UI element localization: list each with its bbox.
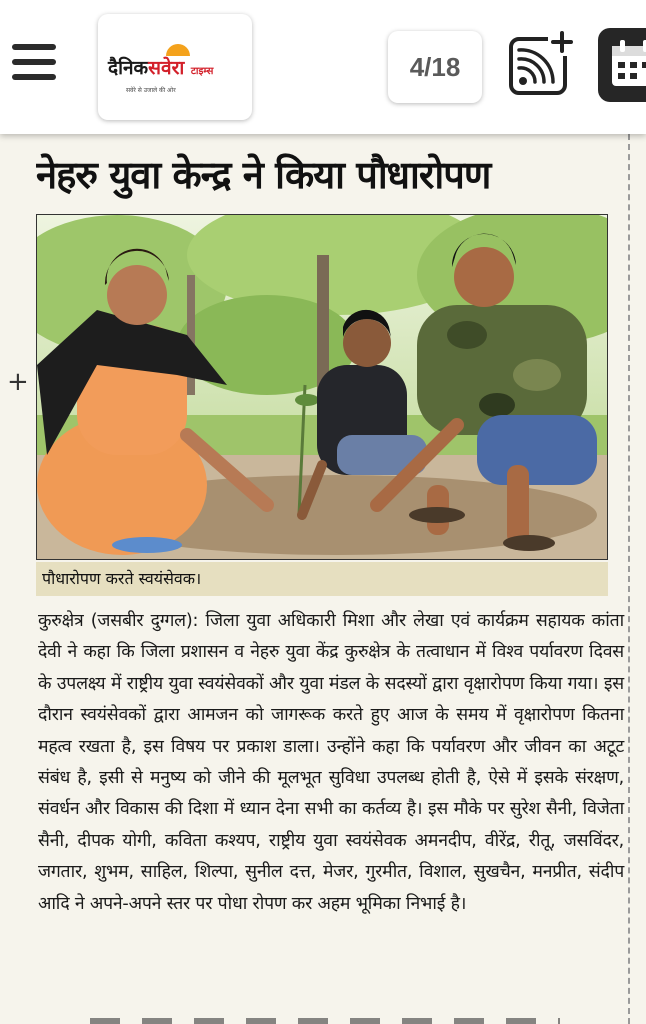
article-body: कुरुक्षेत्र (जसबीर दुग्गल): जिला युवा अधिकारी मिशा और लेखा एवं कार्यक्रम सहायक कांता देवी ने कहा कि जिला प्रशासन व नेहरु युवा केंद्र कुरुक्षेत्र के तत्वाधान में विश्व पर्यावरण दिवस के उपलक्ष्य में राष्ट्रीय युवा स्वयंसेवकों और युवा मंडल के सदस्यों द्वारा वृक्षारोपण किया गया। इस दौरान स्वयंसेवकों द्वारा आमजन को जागरूक करते हुए आज के समय में वृक्षारोपण कितना महत्व रखता है, इस विषय पर प्रकाश डाला। उन्होंने कहा कि पर्यावरण और जीवन का अटूट संबंध है, इसी से मनुष्य को जीने की मूलभूत सुविधा उपलब्ध होती है, ऐसे में इसके संरक्षण, संवर्धन और विकास की दिशा में ध्यान देना सभी का कर्तव्य है। इस मौके पर सुरेश सैनी, विजेता सैनी, दीपक योगी, कविता कश्यप, राष्ट्रीय युवा स्वयंसेवक अमनदीप, वीरेंद्र, रीतू, जसविंदर, जगतार, शुभम, साहिल, शिल्पा, सुनील दत्त, मेजर, गुरमीत, विशाल, सुखचैन, मनप्रीत, संदीप आदि ने अपने-अपने स्तर पर पोधा रोपण कर अहम भूमिका निभाई है। xyxy=(38,611,624,914)
page-indicator[interactable]: 4/18 xyxy=(388,31,482,103)
crop-mark-icon: + xyxy=(7,367,29,397)
logo-word-times: टाइम्स xyxy=(190,66,214,77)
photo-caption: पौधारोपण करते स्वयंसेवक। xyxy=(36,562,608,596)
next-article-headline-fragment xyxy=(90,1018,560,1024)
logo-tagline: सवेरे से उजाले की ओर xyxy=(126,87,176,94)
newspaper-clipping xyxy=(0,134,646,1024)
calendar-icon[interactable] xyxy=(598,28,646,102)
rss-feed-add-icon[interactable] xyxy=(508,30,576,98)
logo-word-dainik: दैनिक xyxy=(108,57,149,79)
hamburger-menu-icon[interactable] xyxy=(12,40,58,84)
article-headline: नेहरु युवा केन्द्र ने किया पौधारोपण xyxy=(36,153,491,197)
newspaper-logo[interactable] xyxy=(98,14,252,120)
newspaper-photo[interactable] xyxy=(36,214,608,560)
app-bar xyxy=(0,0,646,134)
logo-word-savera: सवेरा xyxy=(148,57,185,79)
column-separator xyxy=(628,134,630,1024)
